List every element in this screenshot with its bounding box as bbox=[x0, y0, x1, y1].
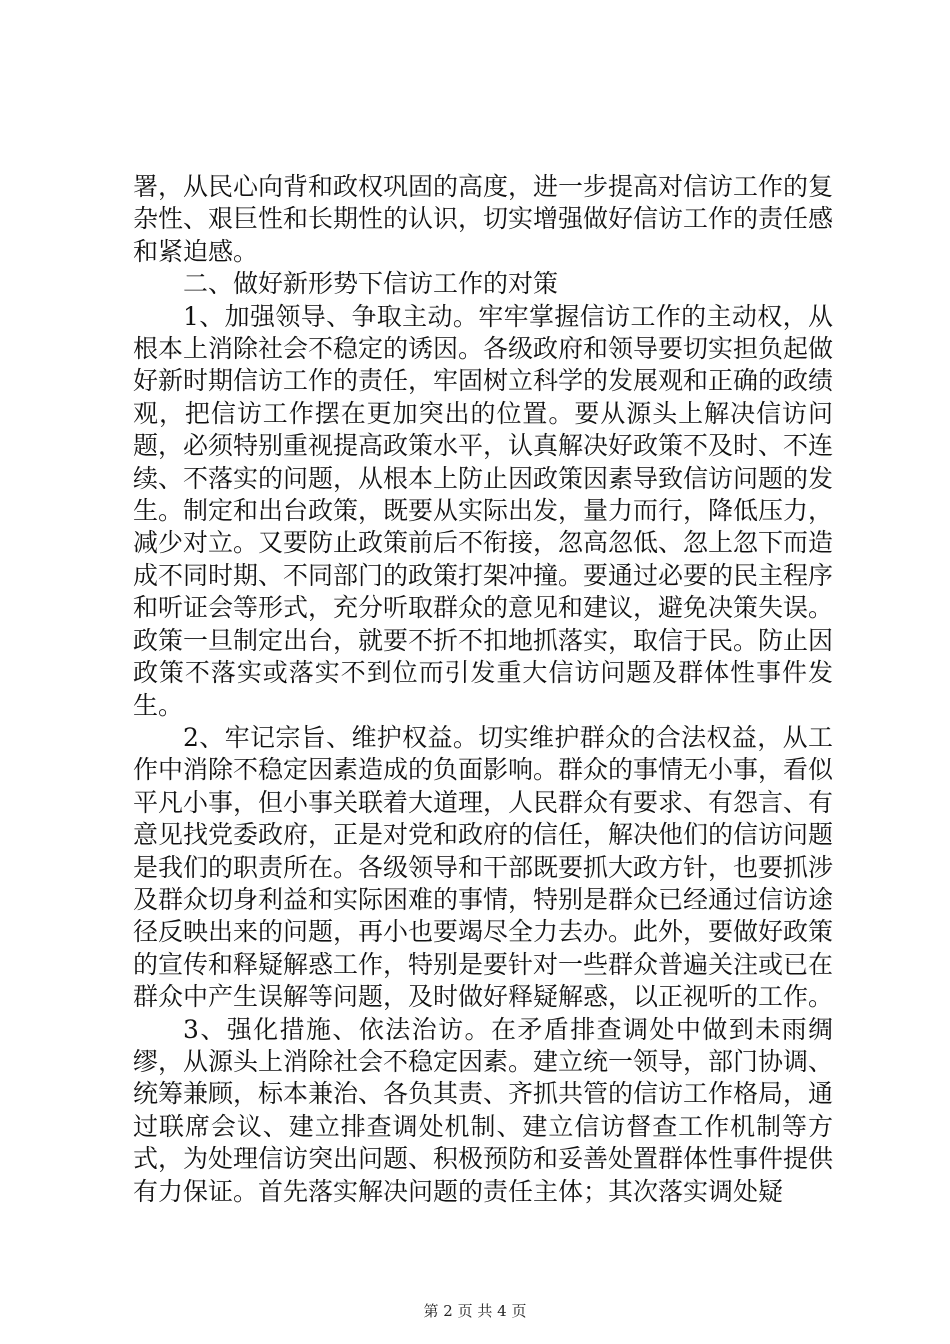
paragraph-item-2: 2、牢记宗旨、维护权益。切实维护群众的合法权益，从工作中消除不稳定因素造成的负面影响。群众的事情无小事，看似平凡小事，但小事关联着大道理，人民群众有要求、有怨言、有意见找党委政府，正是对党和政府的信任，解决他们的信访问题是我们的职责所在。各级领导和干部既要抓大政方针，也要抓涉及群众切身利益和实际困难的事情，特别是群众已经通过信访途径反映出来的问题，再小也要竭尽全力去办。此外，要做好政策的宣传和释疑解惑工作，特别是要针对一些群众普遍关注或已在群众中产生误解等问题，及时做好释疑解惑，以正视听的工作。 bbox=[133, 722, 834, 1012]
page-footer bbox=[0, 1300, 950, 1321]
paragraph-continuation: 署，从民心向背和政权巩固的高度，进一步提高对信访工作的复杂性、艰巨性和长期性的认识，切实增强做好信访工作的责任感和紧迫感。 bbox=[133, 172, 834, 266]
paragraph-item-1: 1、加强领导、争取主动。牢牢掌握信访工作的主动权，从根本上消除社会不稳定的诱因。各级政府和领导要切实担负起做好新时期信访工作的责任，牢固树立科学的发展观和正确的政绩观，把信访工作摆在更加突出的位置。要从源头上解决信访问题，必须特别重视提高政策水平，认真解决好政策不及时、不连续、不落实的问题，从根本上防止因政策因素导致信访问题的发生。制定和出台政策，既要从实际出发，量力而行，降低压力，减少对立。又要防止政策前后不衔接，忽高忽低、忽上忽下而造成不同时期、不同部门的政策打架冲撞。要通过必要的民主程序和听证会等形式，充分听取群众的意见和建议，避免决策失误。政策一旦制定出台，就要不折不扣地抓落实，取信于民。防止因政策不落实或落实不到位而引发重大信访问题及群体性事件发生。 bbox=[133, 301, 834, 720]
document-body bbox=[133, 171, 833, 1208]
section-heading: 二、做好新形势下信访工作的对策 bbox=[183, 269, 559, 299]
paragraph-item-3: 3、强化措施、依法治访。在矛盾排查调处中做到未雨绸缪，从源头上消除社会不稳定因素。建立统一领导，部门协调、统筹兼顾，标本兼治、各负其责、齐抓共管的信访工作格局，通过联席会议、建立排查调处机制、建立信访督查工作机制等方式，为处理信访突出问题、积极预防和妥善处置群体性事件提供有力保证。首先落实解决问题的责任主体；其次落实调处疑 bbox=[133, 1014, 834, 1206]
page-number-label: 第 2 页 共 4 页 bbox=[423, 1302, 527, 1320]
